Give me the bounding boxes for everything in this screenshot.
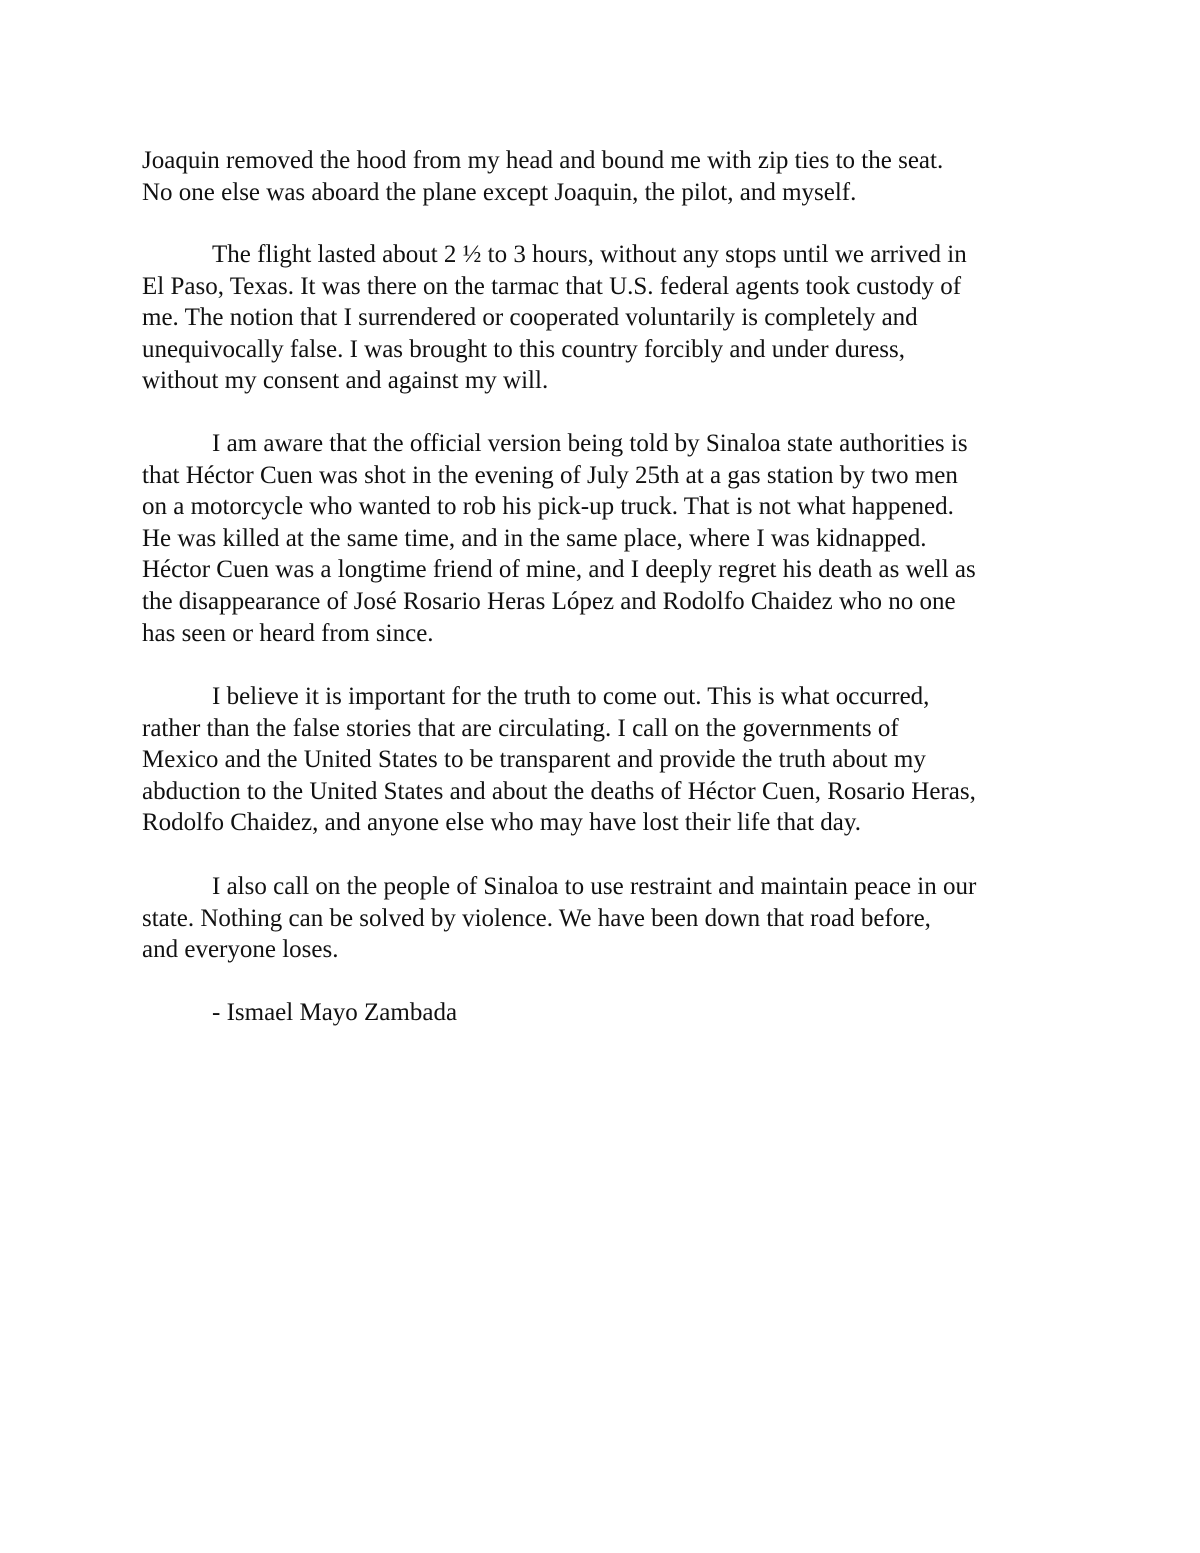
- paragraph-line: No one else was aboard the plane except Joaquin, the pilot, and myself.: [142, 178, 857, 206]
- paragraph-line: without my consent and against my will.: [142, 367, 549, 395]
- paragraph-line: El Paso, Texas. It was there on the tarmac that U.S. federal agents took custody of: [142, 272, 962, 300]
- paragraph-line: and everyone loses.: [142, 936, 339, 964]
- paragraph-line: rather than the false stories that are circulating. I call on the governments of: [142, 714, 899, 742]
- paragraph-line: has seen or heard from since.: [142, 619, 434, 647]
- paragraph-5: [142, 871, 1072, 966]
- paragraph-line: The flight lasted about 2 ½ to 3 hours, without any stops until we arrived in: [212, 241, 967, 268]
- paragraph-line: unequivocally false. I was brought to this country forcibly and under duress,: [142, 335, 906, 363]
- paragraph-line: the disappearance of José Rosario Heras López and Rodolfo Chaidez who no one: [142, 587, 956, 615]
- paragraph-line: Joaquin removed the hood from my head and bound me with zip ties to the seat.: [142, 147, 944, 174]
- paragraph-line: that Héctor Cuen was shot in the evening of July 25th at a gas station by two men: [142, 461, 958, 489]
- paragraph-line: me. The notion that I surrendered or cooperated voluntarily is completely and: [142, 304, 918, 332]
- paragraph-line: Mexico and the United States to be transparent and provide the truth about my: [142, 746, 926, 774]
- paragraph-2: [142, 239, 1072, 397]
- paragraph-line: Rodolfo Chaidez, and anyone else who may have lost their life that day.: [142, 809, 862, 837]
- paragraph-line: He was killed at the same time, and in the same place, where I was kidnapped.: [142, 524, 927, 552]
- paragraph-line: I believe it is important for the truth to come out. This is what occurred,: [212, 683, 930, 710]
- signature-block: [142, 997, 1072, 1029]
- paragraph-3: [142, 428, 1072, 649]
- paragraph-4: [142, 681, 1072, 839]
- paragraph-line: Héctor Cuen was a longtime friend of mine, and I deeply regret his death as well as: [142, 556, 976, 584]
- paragraph-line: on a motorcycle who wanted to rob his pick-up truck. That is not what happened.: [142, 493, 954, 521]
- paragraph-line: I also call on the people of Sinaloa to use restraint and maintain peace in our: [212, 873, 977, 900]
- paragraph-line: I am aware that the official version being told by Sinaloa state authorities is: [212, 430, 968, 457]
- paragraph-1: [142, 145, 1072, 208]
- paragraph-line: state. Nothing can be solved by violence. We have been down that road before,: [142, 904, 931, 932]
- paragraph-line: abduction to the United States and about the deaths of Héctor Cuen, Rosario Heras,: [142, 777, 976, 805]
- signature-line: - Ismael Mayo Zambada: [212, 999, 458, 1026]
